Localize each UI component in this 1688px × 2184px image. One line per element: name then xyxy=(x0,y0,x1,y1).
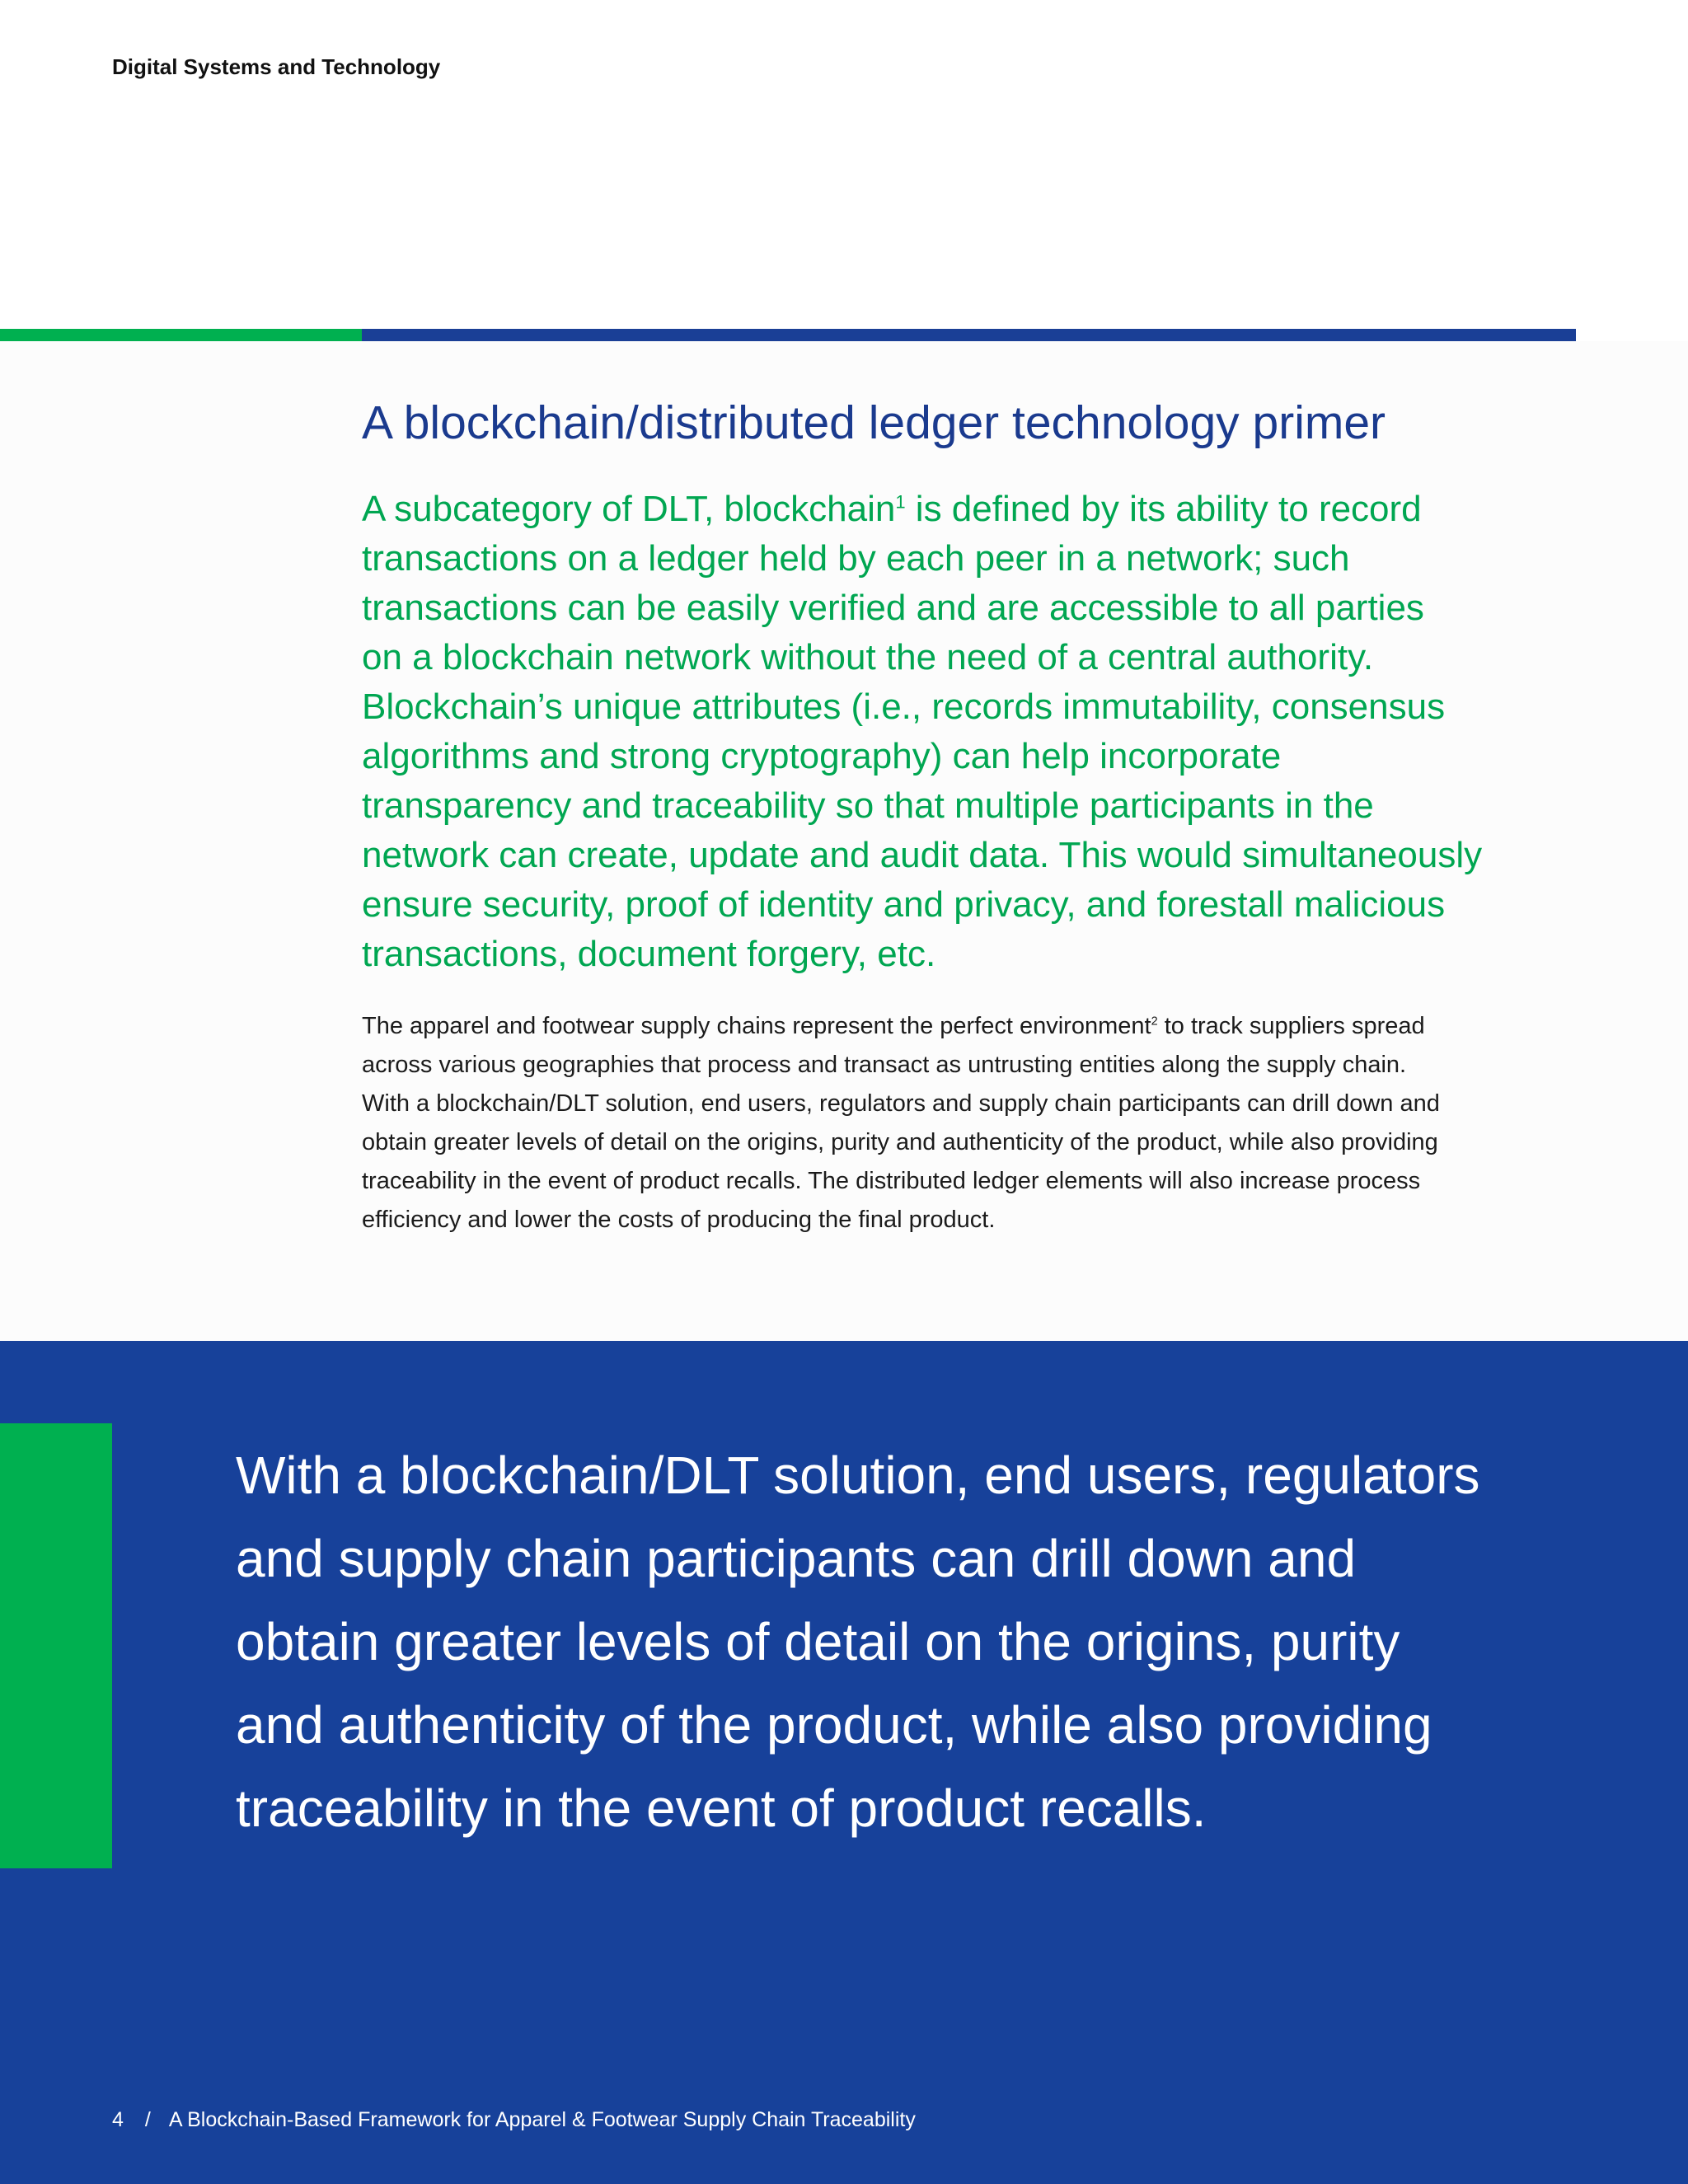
pull-quote-line: and supply chain participants can drill down and xyxy=(236,1529,1357,1588)
pull-quote-line: and authenticity of the product, while also providing xyxy=(236,1695,1432,1755)
footnote-ref[interactable]: 2 xyxy=(1151,1015,1158,1029)
body-line: across various geographies that process and transact as untrusting entities along the supply chain. xyxy=(362,1052,1407,1078)
pull-quote-line: traceability in the event of product recalls. xyxy=(236,1779,1207,1838)
pull-quote xyxy=(236,1434,1637,1850)
body-line: With a blockchain/DLT solution, end users, regulators and supply chain participants can drill down and xyxy=(362,1090,1440,1117)
lead-line: on a blockchain network without the need of a central authority. xyxy=(362,637,1374,677)
pull-quote-line: obtain greater levels of detail on the origins, purity xyxy=(236,1612,1400,1671)
accent-rule-blue xyxy=(362,329,1576,341)
footer-separator: / xyxy=(144,2108,151,2131)
lead-line: ensure security, proof of identity and privacy, and forestall malicious xyxy=(362,884,1446,925)
lead-line: transparency and traceability so that multiple participants in the xyxy=(362,785,1374,826)
pull-quote-line: With a blockchain/DLT solution, end users, regulators xyxy=(236,1446,1480,1505)
lead-line: algorithms and strong cryptography) can help incorporate xyxy=(362,736,1282,776)
body-line: traceability in the event of product recalls. The distributed ledger elements will also increase process xyxy=(362,1168,1421,1194)
lead-line: network can create, update and audit data. This would simultaneously xyxy=(362,835,1483,875)
lead-line: A subcategory of DLT, blockchain$^1$ is defined by its ability to record xyxy=(362,489,1422,529)
primer-title: A blockchain/distributed ledger technology primer xyxy=(362,396,1386,449)
lead-line: transactions can be easily verified and are accessible to all parties xyxy=(362,588,1424,628)
lead-line: transactions, document forgery, etc. xyxy=(362,934,936,974)
pull-quote-accent-bar xyxy=(0,1423,112,1868)
body-line: efficiency and lower the costs of producing the final product. xyxy=(362,1207,996,1233)
body-line: The apparel and footwear supply chains represent the perfect environment$^2$ to track suppliers spread xyxy=(362,1013,1425,1039)
document-title: A Blockchain-Based Framework for Apparel & Footwear Supply Chain Traceability xyxy=(168,2108,916,2131)
primer-lead-paragraph xyxy=(362,485,1582,979)
page-number: 4 xyxy=(112,2108,124,2131)
lead-line: Blockchain’s unique attributes (i.e., records immutability, consensus xyxy=(362,687,1446,727)
body-line: obtain greater levels of detail on the origins, purity and authenticity of the product, while also providing xyxy=(362,1129,1438,1155)
accent-rule-green xyxy=(0,329,362,341)
page-footer xyxy=(112,2108,916,2132)
footnote-ref[interactable]: 1 xyxy=(895,491,906,513)
primer-body-paragraph xyxy=(362,1007,1582,1240)
section-label: Digital Systems and Technology xyxy=(112,54,441,79)
lead-line: transactions on a ledger held by each peer in a network; such xyxy=(362,538,1350,579)
